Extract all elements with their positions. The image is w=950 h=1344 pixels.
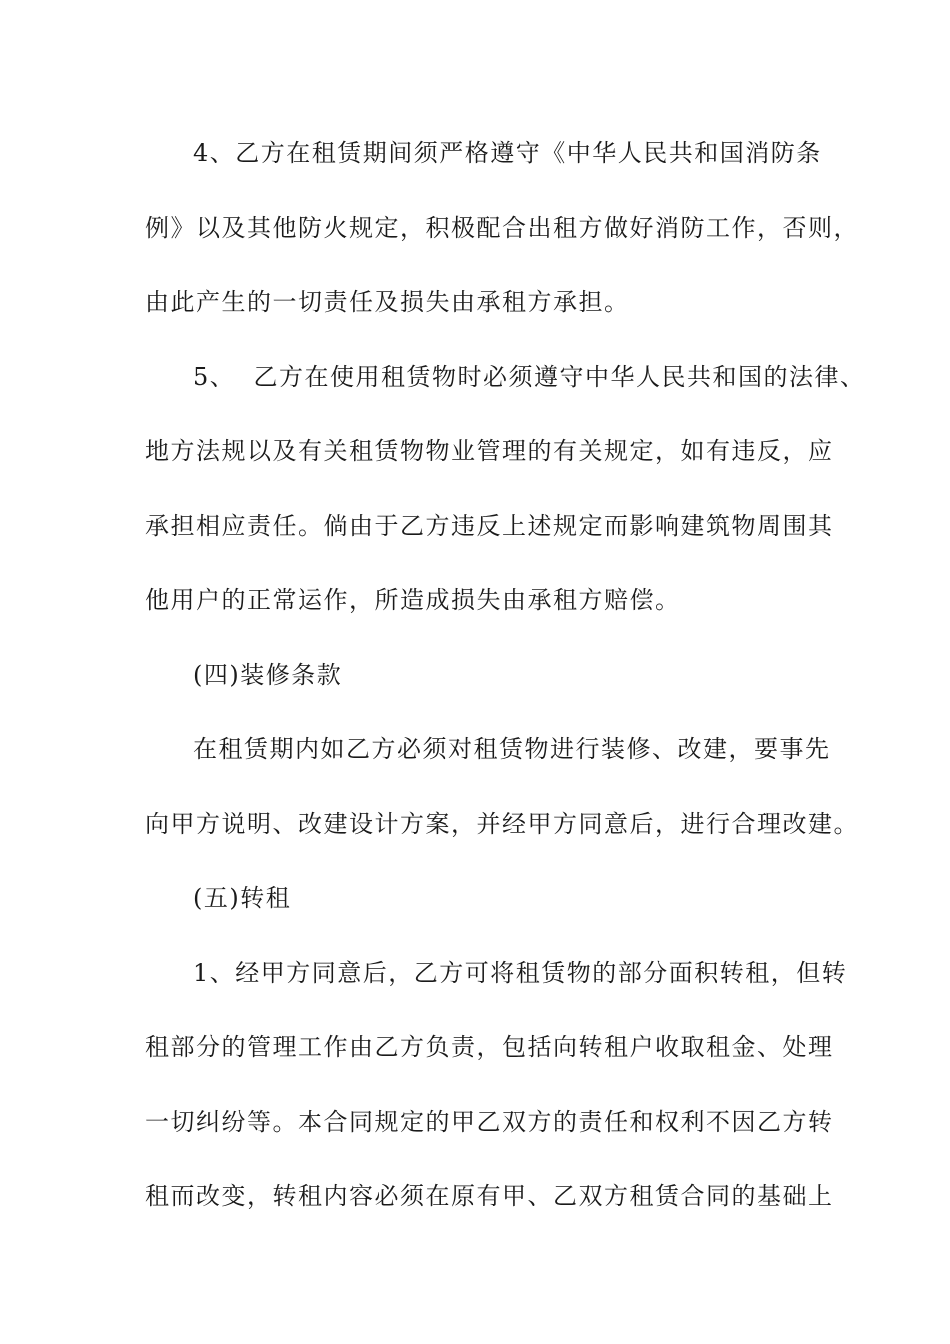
sublease-line-4: 租而改变，转租内容必须在原有甲、乙双方租赁合同的基础上: [145, 1182, 834, 1210]
clause-5-line-1: 5、 乙方在使用租赁物时必须遵守中华人民共和国的法律、: [193, 363, 866, 391]
sublease-line-2: 租部分的管理工作由乙方负责，包括向转租户收取租金、处理: [145, 1033, 834, 1061]
section-heading-sublease: (五)转租: [193, 884, 292, 912]
clause-5-line-3: 承担相应责任。倘由于乙方违反上述规定而影响建筑物周围其: [145, 512, 834, 540]
sublease-line-1: 1、经甲方同意后，乙方可将租赁物的部分面积转租，但转: [193, 959, 848, 987]
sublease-line-3: 一切纠纷等。本合同规定的甲乙双方的责任和权利不因乙方转: [145, 1108, 834, 1136]
clause-5-line-4: 他用户的正常运作，所造成损失由承租方赔偿。: [145, 586, 681, 614]
renovation-line-2: 向甲方说明、改建设计方案，并经甲方同意后，进行合理改建。: [145, 810, 859, 838]
clause-4-line-3: 由此产生的一切责任及损失由承租方承担。: [145, 288, 630, 316]
clause-5-line-2: 地方法规以及有关租赁物物业管理的有关规定，如有违反，应: [145, 437, 834, 465]
clause-4-line-1: 4、乙方在租赁期间须严格遵守《中华人民共和国消防条: [193, 139, 822, 167]
clause-4-line-2: 例》以及其他防火规定，积极配合出租方做好消防工作，否则，: [145, 214, 859, 242]
renovation-line-1: 在租赁期内如乙方必须对租赁物进行装修、改建，要事先: [193, 735, 831, 763]
section-heading-renovation: (四)装修条款: [193, 661, 343, 689]
